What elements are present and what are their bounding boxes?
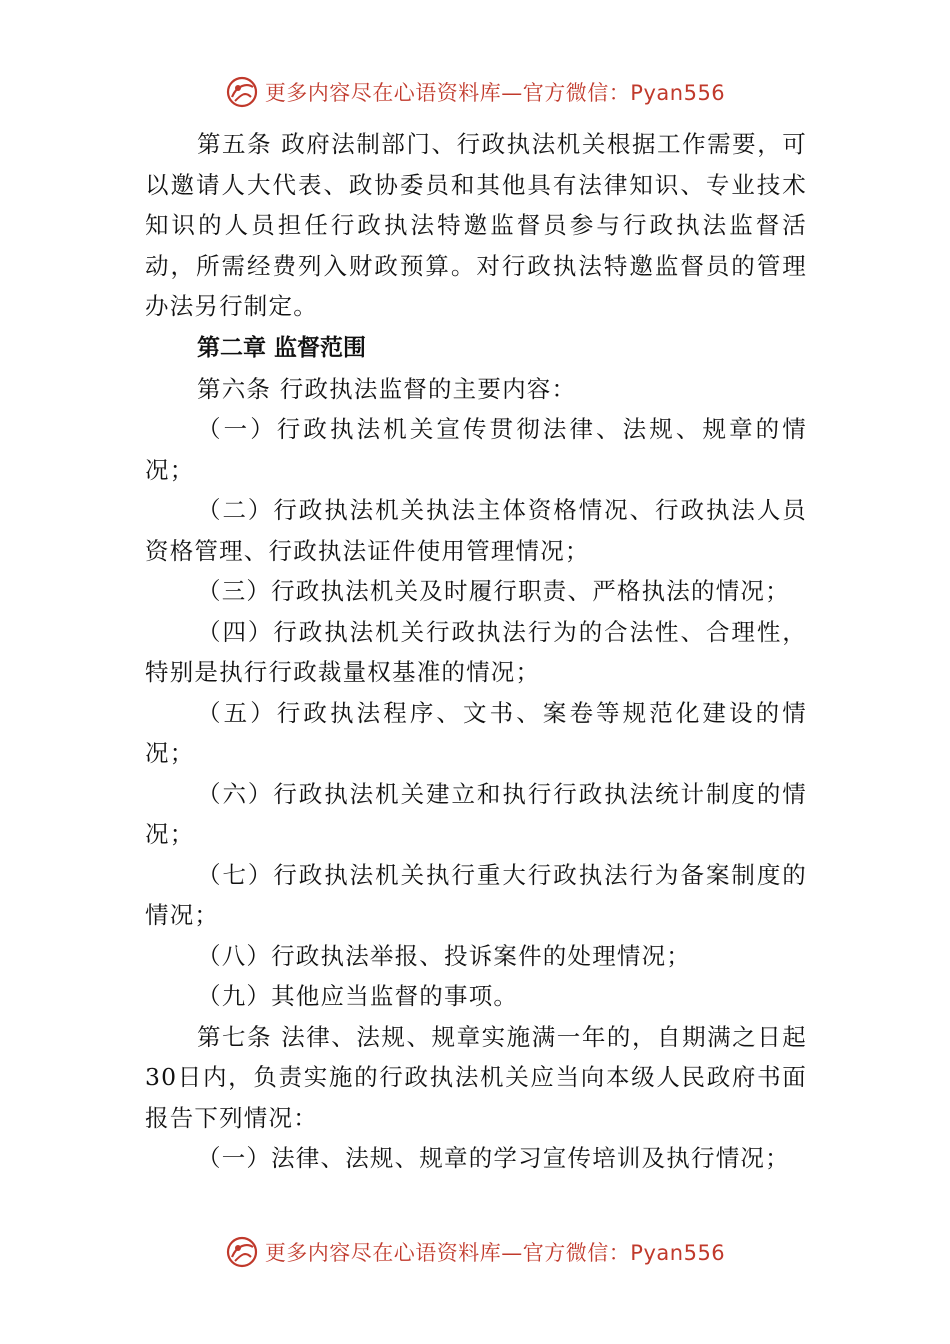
article-7: 第七条 法律、法规、规章实施满一年的，自期满之日起30日内，负责实施的行政执法机关应当向本级人民政府书面报告下列情况： xyxy=(145,1022,807,1132)
article-6-item-8: （八）行政执法举报、投诉案件的处理情况； xyxy=(197,941,691,970)
footer-banner-text: 更多内容尽在心语资料库—官方微信：Pyan556 xyxy=(264,1241,726,1265)
article-6-item-7: （七）行政执法机关执行重大行政执法行为备案制度的情况； xyxy=(145,860,807,929)
header-banner-text: 更多内容尽在心语资料库—官方微信：Pyan556 xyxy=(264,81,726,105)
article-6-item-1: （一）行政执法机关宣传贯彻法律、法规、规章的情况； xyxy=(145,415,807,484)
article-6-item-3: （三）行政执法机关及时履行职责、严格执法的情况； xyxy=(197,577,790,605)
article-6-item-2: （二）行政执法机关执法主体资格情况、行政执法人员资格管理、行政执法证件使用管理情况； xyxy=(145,496,807,565)
article-7-item-1: （一）法律、法规、规章的学习宣传培训及执行情况； xyxy=(197,1144,790,1172)
article-6: 第六条 行政执法监督的主要内容： xyxy=(197,374,577,403)
document-body xyxy=(145,124,807,1179)
footer-watermark-banner xyxy=(0,1230,950,1274)
article-6-item-9: （九）其他应当监督的事项。 xyxy=(197,982,519,1010)
article-6-item-6: （六）行政执法机关建立和执行行政执法统计制度的情况； xyxy=(145,779,807,848)
brand-logo-icon xyxy=(225,75,259,109)
article-5: 第五条 政府法制部门、行政执法机关根据工作需要，可以邀请人大代表、政协委员和其他具有法律知识、专业技术知识的人员担任行政执法特邀监督员参与行政执法监督活动，所需经费列入财政预算。对行政执法特邀监督员的管理办法另行制定。 xyxy=(145,130,807,320)
article-6-item-5: （五）行政执法程序、文书、案卷等规范化建设的情况； xyxy=(145,698,807,767)
article-6-item-4: （四）行政执法机关行政执法行为的合法性、合理性，特别是执行行政裁量权基准的情况； xyxy=(145,617,807,686)
chapter-2-heading: 第二章 监督范围 xyxy=(197,334,367,361)
header-watermark-banner xyxy=(0,70,950,114)
brand-logo-icon xyxy=(225,1235,259,1269)
